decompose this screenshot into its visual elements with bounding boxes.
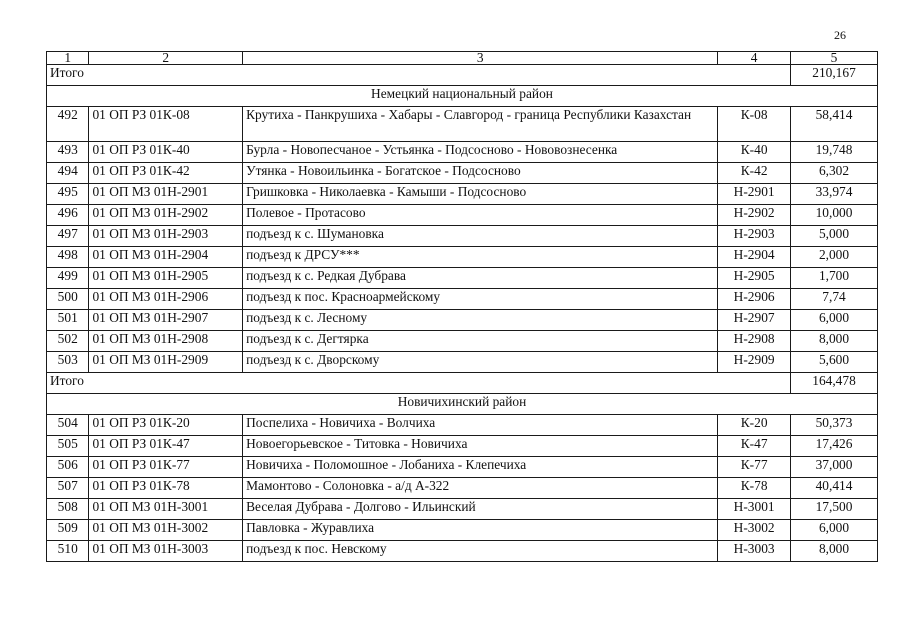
table-row bbox=[47, 289, 878, 310]
road-route-name: подъезд к с. Шумановка bbox=[243, 226, 718, 247]
row-number: 506 bbox=[47, 457, 89, 478]
road-id-code: 01 ОП МЗ 01Н-2907 bbox=[89, 310, 243, 331]
road-length: 17,426 bbox=[791, 436, 878, 457]
table-row bbox=[47, 247, 878, 268]
table-row bbox=[47, 107, 878, 142]
table-row bbox=[47, 415, 878, 436]
table-row bbox=[47, 520, 878, 541]
table-row bbox=[47, 184, 878, 205]
road-id-code: 01 ОП РЗ 01К-40 bbox=[89, 142, 243, 163]
district-section-row bbox=[47, 394, 878, 415]
road-id-code: 01 ОП МЗ 01Н-2908 bbox=[89, 331, 243, 352]
total-row bbox=[47, 373, 878, 394]
road-index: Н-3003 bbox=[718, 541, 791, 562]
road-index: Н-2906 bbox=[718, 289, 791, 310]
road-route-name: Новоегорьевское - Титовка - Новичиха bbox=[243, 436, 718, 457]
row-number: 509 bbox=[47, 520, 89, 541]
road-index: К-77 bbox=[718, 457, 791, 478]
road-index: Н-2909 bbox=[718, 352, 791, 373]
row-number: 496 bbox=[47, 205, 89, 226]
road-route-name: подъезд к с. Дворскому bbox=[243, 352, 718, 373]
road-index: Н-2908 bbox=[718, 331, 791, 352]
road-length: 8,000 bbox=[791, 331, 878, 352]
road-index: Н-2903 bbox=[718, 226, 791, 247]
column-number-row bbox=[47, 52, 878, 65]
column-number-3: 3 bbox=[243, 52, 718, 65]
row-number: 502 bbox=[47, 331, 89, 352]
road-id-code: 01 ОП МЗ 01Н-2901 bbox=[89, 184, 243, 205]
road-length: 10,000 bbox=[791, 205, 878, 226]
roads-table bbox=[46, 51, 878, 562]
road-length: 37,000 bbox=[791, 457, 878, 478]
road-route-name: Павловка - Журавлиха bbox=[243, 520, 718, 541]
road-id-code: 01 ОП МЗ 01Н-2906 bbox=[89, 289, 243, 310]
road-route-name: подъезд к ДРСУ*** bbox=[243, 247, 718, 268]
total-value: 210,167 bbox=[791, 65, 878, 86]
total-row bbox=[47, 65, 878, 86]
table-row bbox=[47, 478, 878, 499]
road-route-name: Утянка - Новоильинка - Богатское - Подсосново bbox=[243, 163, 718, 184]
column-number-1: 1 bbox=[47, 52, 89, 65]
total-label: Итого bbox=[47, 373, 791, 394]
road-route-name: Крутиха - Панкрушиха - Хабары - Славгород - граница Республики Казахстан bbox=[243, 107, 718, 142]
road-id-code: 01 ОП МЗ 01Н-2903 bbox=[89, 226, 243, 247]
road-index: Н-2902 bbox=[718, 205, 791, 226]
road-length: 5,000 bbox=[791, 226, 878, 247]
district-title: Немецкий национальный район bbox=[47, 86, 878, 107]
road-route-name: Поспелиха - Новичиха - Волчиха bbox=[243, 415, 718, 436]
table-row bbox=[47, 541, 878, 562]
road-length: 33,974 bbox=[791, 184, 878, 205]
table-row bbox=[47, 499, 878, 520]
row-number: 497 bbox=[47, 226, 89, 247]
road-length: 50,373 bbox=[791, 415, 878, 436]
table-row bbox=[47, 142, 878, 163]
road-length: 6,000 bbox=[791, 310, 878, 331]
road-route-name: подъезд к с. Лесному bbox=[243, 310, 718, 331]
row-number: 498 bbox=[47, 247, 89, 268]
row-number: 508 bbox=[47, 499, 89, 520]
row-number: 499 bbox=[47, 268, 89, 289]
road-length: 5,600 bbox=[791, 352, 878, 373]
road-route-name: Веселая Дубрава - Долгово - Ильинский bbox=[243, 499, 718, 520]
road-length: 40,414 bbox=[791, 478, 878, 499]
road-id-code: 01 ОП МЗ 01Н-2909 bbox=[89, 352, 243, 373]
road-id-code: 01 ОП РЗ 01К-20 bbox=[89, 415, 243, 436]
road-index: К-40 bbox=[718, 142, 791, 163]
row-number: 504 bbox=[47, 415, 89, 436]
road-index: Н-2901 bbox=[718, 184, 791, 205]
road-route-name: Гришковка - Николаевка - Камыши - Подсосново bbox=[243, 184, 718, 205]
road-route-name: Бурла - Новопесчаное - Устьянка - Подсосново - Нововознесенка bbox=[243, 142, 718, 163]
district-title: Новичихинский район bbox=[47, 394, 878, 415]
road-index: К-08 bbox=[718, 107, 791, 142]
road-length: 6,302 bbox=[791, 163, 878, 184]
road-id-code: 01 ОП РЗ 01К-08 bbox=[89, 107, 243, 142]
road-id-code: 01 ОП МЗ 01Н-3003 bbox=[89, 541, 243, 562]
row-number: 494 bbox=[47, 163, 89, 184]
road-route-name: подъезд к с. Дегтярка bbox=[243, 331, 718, 352]
road-index: Н-3001 bbox=[718, 499, 791, 520]
column-number-4: 4 bbox=[718, 52, 791, 65]
road-route-name: подъезд к с. Редкая Дубрава bbox=[243, 268, 718, 289]
road-route-name: Мамонтово - Солоновка - а/д А-322 bbox=[243, 478, 718, 499]
road-id-code: 01 ОП РЗ 01К-47 bbox=[89, 436, 243, 457]
column-number-2: 2 bbox=[89, 52, 243, 65]
total-label: Итого bbox=[47, 65, 791, 86]
road-index: К-78 bbox=[718, 478, 791, 499]
road-id-code: 01 ОП РЗ 01К-77 bbox=[89, 457, 243, 478]
road-length: 58,414 bbox=[791, 107, 878, 142]
row-number: 501 bbox=[47, 310, 89, 331]
road-id-code: 01 ОП МЗ 01Н-2902 bbox=[89, 205, 243, 226]
table-row bbox=[47, 436, 878, 457]
table-row bbox=[47, 205, 878, 226]
row-number: 505 bbox=[47, 436, 89, 457]
road-id-code: 01 ОП РЗ 01К-42 bbox=[89, 163, 243, 184]
road-length: 17,500 bbox=[791, 499, 878, 520]
row-number: 503 bbox=[47, 352, 89, 373]
road-index: Н-3002 bbox=[718, 520, 791, 541]
road-route-name: Новичиха - Поломошное - Лобаниха - Клепечиха bbox=[243, 457, 718, 478]
road-length: 7,74 bbox=[791, 289, 878, 310]
road-route-name: Полевое - Протасово bbox=[243, 205, 718, 226]
table-row bbox=[47, 310, 878, 331]
table-row bbox=[47, 457, 878, 478]
roads-table-body bbox=[47, 52, 878, 562]
column-number-5: 5 bbox=[791, 52, 878, 65]
table-row bbox=[47, 163, 878, 184]
table-row bbox=[47, 331, 878, 352]
road-length: 1,700 bbox=[791, 268, 878, 289]
road-length: 8,000 bbox=[791, 541, 878, 562]
road-index: Н-2904 bbox=[718, 247, 791, 268]
row-number: 500 bbox=[47, 289, 89, 310]
road-id-code: 01 ОП МЗ 01Н-3002 bbox=[89, 520, 243, 541]
row-number: 493 bbox=[47, 142, 89, 163]
road-index: К-20 bbox=[718, 415, 791, 436]
road-id-code: 01 ОП МЗ 01Н-3001 bbox=[89, 499, 243, 520]
road-length: 2,000 bbox=[791, 247, 878, 268]
road-route-name: подъезд к пос. Невскому bbox=[243, 541, 718, 562]
row-number: 510 bbox=[47, 541, 89, 562]
road-length: 19,748 bbox=[791, 142, 878, 163]
road-id-code: 01 ОП РЗ 01К-78 bbox=[89, 478, 243, 499]
road-id-code: 01 ОП МЗ 01Н-2904 bbox=[89, 247, 243, 268]
road-index: К-47 bbox=[718, 436, 791, 457]
table-row bbox=[47, 226, 878, 247]
row-number: 492 bbox=[47, 107, 89, 142]
row-number: 507 bbox=[47, 478, 89, 499]
row-number: 495 bbox=[47, 184, 89, 205]
road-index: Н-2905 bbox=[718, 268, 791, 289]
road-route-name: подъезд к пос. Красноармейскому bbox=[243, 289, 718, 310]
road-index: К-42 bbox=[718, 163, 791, 184]
road-id-code: 01 ОП МЗ 01Н-2905 bbox=[89, 268, 243, 289]
road-index: Н-2907 bbox=[718, 310, 791, 331]
road-length: 6,000 bbox=[791, 520, 878, 541]
total-value: 164,478 bbox=[791, 373, 878, 394]
table-row bbox=[47, 268, 878, 289]
table-row bbox=[47, 352, 878, 373]
page-number: 26 bbox=[834, 28, 846, 42]
district-section-row bbox=[47, 86, 878, 107]
